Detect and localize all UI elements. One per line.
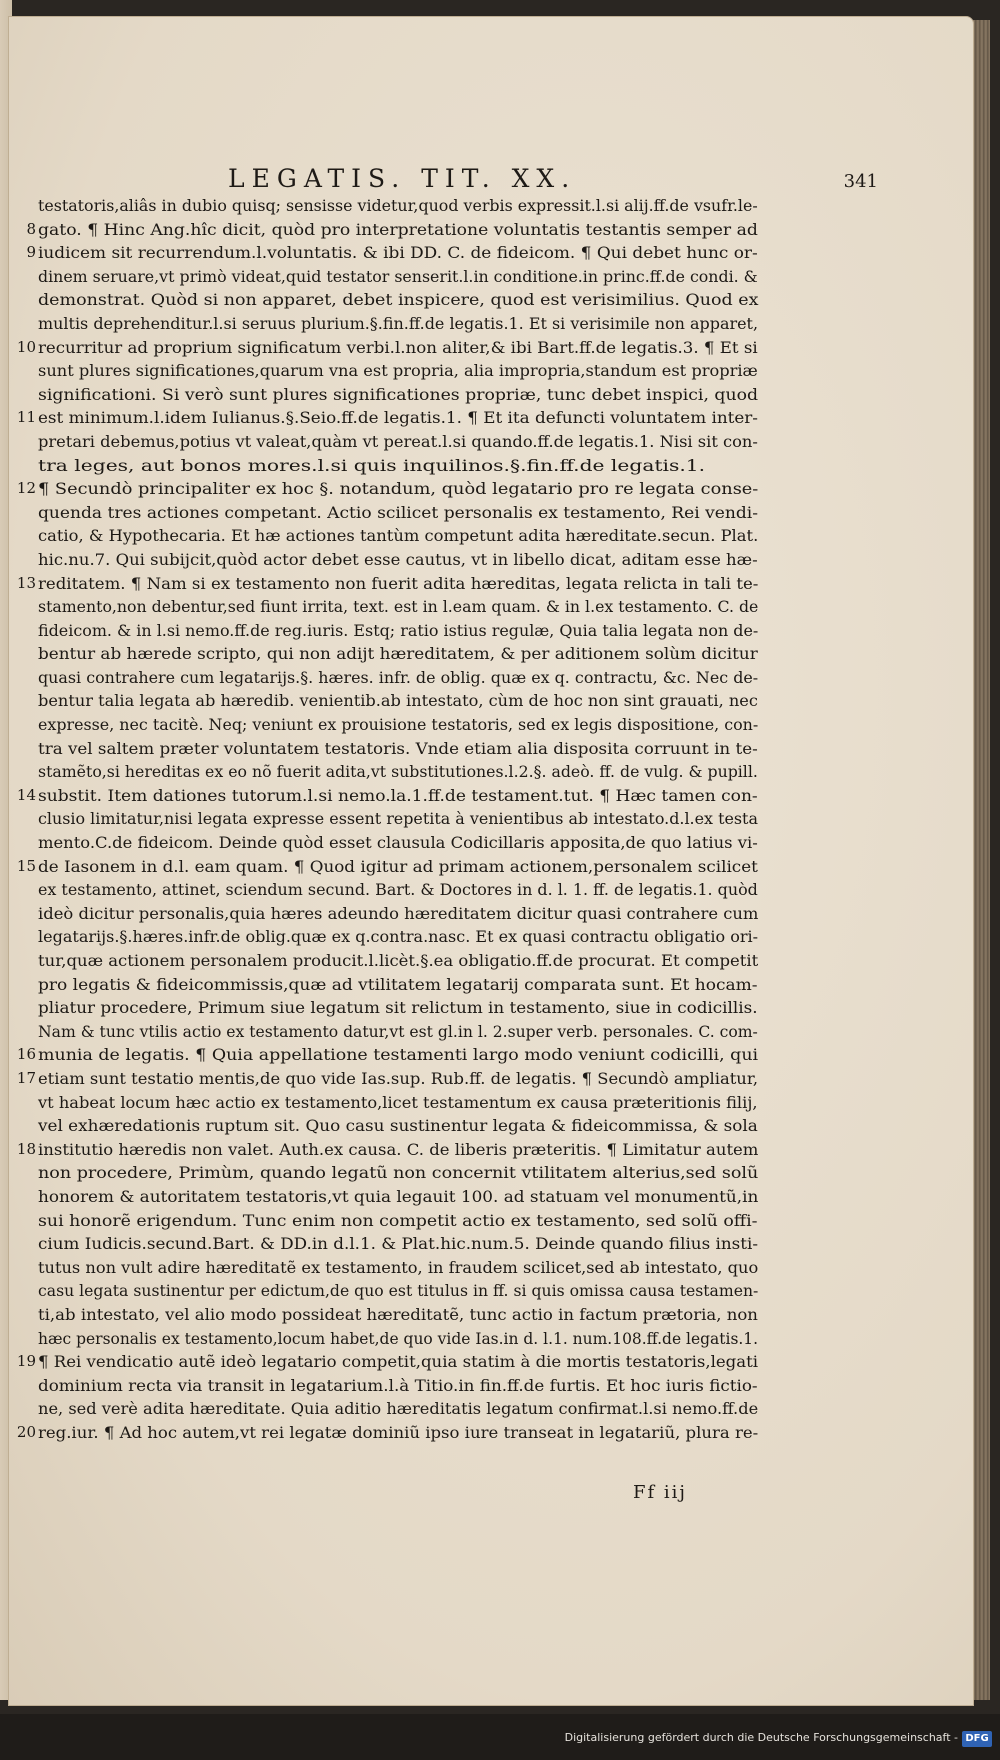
- text-line: [8, 218, 974, 242]
- text-line: [8, 1114, 974, 1138]
- line-text: ¶ Secundò principaliter ex hoc §. notandum, quòd legatario pro re legata conse-: [38, 479, 759, 499]
- line-text: reditatem. ¶ Nam si ex testamento non fuerit adita hæreditas, legata relicta in tali te-: [38, 573, 759, 593]
- text-line: [8, 713, 974, 737]
- text-line: [8, 359, 974, 383]
- line-text: tur,quæ actionem personalem producit.l.licèt.§.ea obligatio.ff.de procurat. Et competit: [38, 951, 759, 970]
- line-text: casu legata sustinentur per edictum,de quo est titulus in ff. si quis omissa causa testamen-: [38, 1281, 759, 1301]
- margin-number: 9: [26, 243, 36, 262]
- margin-number: 12: [16, 479, 36, 498]
- line-text: institutio hæredis non valet. Auth.ex causa. C. de liberis præteritis. ¶ Limitatur autem: [38, 1139, 759, 1159]
- margin-number: 18: [16, 1139, 36, 1158]
- line-text: bentur talia legata ab hæredib. venientib.ab intestato, cùm de hoc non sint grauati, nec: [38, 691, 758, 711]
- text-line: [8, 1350, 974, 1374]
- text-line: [8, 784, 974, 808]
- book-page: [8, 16, 974, 1706]
- text-line: [8, 430, 974, 454]
- text-line: [8, 288, 974, 312]
- line-text: tra leges, aut bonos mores.l.si quis inquilinos.§.fin.ff.de legatis.1.: [38, 455, 706, 475]
- funding-credit: Digitalisierung gefördert durch die Deutsche Forschungsgemeinschaft -: [564, 1731, 958, 1744]
- line-text: reg.iur. ¶ Ad hoc autem,vt rei legatæ dominiũ ipso iure transeat in legatariũ, plura re-: [38, 1422, 759, 1442]
- text-line: [8, 1067, 974, 1091]
- line-text: substit. Item dationes tutorum.l.si nemo.la.1.ff.de testament.tut. ¶ Hæc tamen con-: [38, 785, 758, 805]
- text-line: [8, 925, 974, 949]
- line-text: iudicem sit recurrendum.l.voluntatis. & ibi DD. C. de fideicom. ¶ Qui debet hunc or-: [38, 243, 758, 263]
- text-line: [8, 312, 974, 336]
- text-line: [8, 1209, 974, 1233]
- line-text: legatarijs.§.hæres.infr.de oblig.quæ ex q.contra.nasc. Et ex quasi contractu obligatio ori-: [38, 927, 759, 947]
- text-line: [8, 619, 974, 643]
- text-line: [8, 1138, 974, 1162]
- line-text: pro legatis & fideicommissis,quæ ad vtilitatem legatarij comparata sunt. Et hocam-: [38, 974, 758, 994]
- text-line: [8, 1421, 974, 1445]
- line-text: est minimum.l.idem Iulianus.§.Seio.ff.de legatis.1. ¶ Et ita defuncti voluntatem inter-: [38, 408, 758, 428]
- text-line: [8, 973, 974, 997]
- dfg-logo: DFG: [962, 1731, 992, 1747]
- margin-number: 8: [26, 219, 36, 238]
- text-line: [8, 1279, 974, 1303]
- text-line: [8, 689, 974, 713]
- margin-number: 20: [16, 1422, 36, 1441]
- line-text: Nam & tunc vtilis actio ex testamento datur,vt est gl.in l. 2.super verb. personales. C. com-: [38, 1021, 758, 1041]
- line-text: multis deprehenditur.l.si seruus plurium.§.fin.ff.de legatis.1. Et si verisimile non apparet,: [38, 313, 759, 333]
- line-text: bentur ab hærede scripto, qui non adijt hæreditatem, & per aditionem solùm dicitur: [38, 644, 758, 664]
- text-line: [8, 666, 974, 690]
- text-line: [8, 241, 974, 265]
- text-line: [8, 807, 974, 831]
- line-text: ti,ab intestato, vel alio modo possideat hæreditatẽ, tunc actio in factum prætoria, non: [38, 1304, 758, 1324]
- text-line: [8, 1256, 974, 1280]
- line-text: pretari debemus,potius vt valeat,quàm vt pereat.l.si quando.ff.de legatis.1. Nisi sit con-: [38, 431, 758, 451]
- text-line: [8, 548, 974, 572]
- line-text: tutus non vult adire hæreditatẽ ex testamento, in fraudem scilicet,sed ab intestato, quo: [38, 1257, 759, 1277]
- line-text: mento.C.de fideicom. Deinde quòd esset clausula Codicillaris apposita,de quo latius vi-: [38, 833, 758, 853]
- text-line: [8, 831, 974, 855]
- line-text: honorem & autoritatem testatoris,vt quia legauit 100. ad statuam vel monumentũ,in: [38, 1186, 759, 1206]
- running-title: LEGATIS. TIT. XX.: [228, 164, 577, 193]
- line-text: cium Iudicis.secund.Bart. & DD.in d.l.1. & Plat.hic.num.5. Deinde quando filius insti-: [38, 1234, 758, 1254]
- text-line: [8, 595, 974, 619]
- margin-number: 11: [16, 408, 36, 427]
- line-text: hic.nu.7. Qui subijcit,quòd actor debet esse cautus, vt in libello dicat, aditam esse hæ-: [38, 549, 758, 569]
- text-line: [8, 383, 974, 407]
- line-text: clusio limitatur,nisi legata expresse essent repetita à venientibus ab intestato.d.l.ex testa: [38, 809, 758, 829]
- line-text: expresse, nec tacitè. Neq; veniunt ex prouisione testatoris, sed ex legis dispositione, con-: [38, 715, 759, 735]
- text-line: [8, 1232, 974, 1256]
- margin-number: 17: [16, 1068, 36, 1087]
- line-text: gato. ¶ Hinc Ang.hîc dicit, quòd pro interpretatione voluntatis testantis semper ad: [38, 219, 758, 239]
- text-line: [8, 336, 974, 360]
- text-line: [8, 1091, 974, 1115]
- line-text: recurritur ad proprium significatum verbi.l.non aliter,& ibi Bart.ff.de legatis.3. ¶ Et si: [38, 337, 758, 357]
- text-line: [8, 949, 974, 973]
- text-line: [8, 524, 974, 548]
- text-line: [8, 406, 974, 430]
- line-text: non procedere, Primùm, quando legatũ non concernit vtilitatem alterius,sed solũ: [38, 1163, 759, 1183]
- line-text: munia de legatis. ¶ Quia appellatione testamenti largo modo veniunt codicilli, qui: [38, 1045, 759, 1065]
- line-text: fideicom. & in l.si nemo.ff.de reg.iuris. Estq; ratio istius regulæ, Quia talia legata non de-: [38, 620, 759, 640]
- text-line: [8, 878, 974, 902]
- margin-number: 16: [16, 1045, 36, 1064]
- margin-number: 13: [16, 573, 36, 592]
- line-text: demonstrat. Quòd si non apparet, debet inspicere, quod est verisimilius. Quod ex: [38, 290, 759, 310]
- text-line: [8, 642, 974, 666]
- line-text: sui honorẽ erigendum. Tunc enim non competit actio ex testamento, sed solũ offi-: [38, 1210, 758, 1230]
- line-text: tra vel saltem præter voluntatem testatoris. Vnde etiam alia disposita corruunt in te-: [38, 738, 758, 758]
- text-line: [8, 501, 974, 525]
- line-text: dinem seruare,vt primò videat,quid testator senserit.l.in conditione.in princ.ff.de condi. &: [38, 266, 758, 286]
- margin-number: 19: [16, 1352, 36, 1371]
- text-line: [8, 902, 974, 926]
- line-text: sunt plures significationes,quarum vna est propria, alia impropria,standum est propriæ: [38, 361, 758, 381]
- line-text: stamẽto,si hereditas ex eo nõ fuerit adita,vt substitutiones.l.2.§. adeò. ff. de vulg. & pupill.: [38, 762, 758, 782]
- margin-number: 14: [16, 785, 36, 804]
- line-text: catio, & Hypothecaria. Et hæ actiones tantùm competunt adita hæreditate.secun. Plat.: [38, 526, 759, 546]
- folio-number: 341: [843, 171, 878, 192]
- line-text: quasi contrahere cum legatarijs.§. hæres. infr. de oblig. quæ ex q. contractu, &c. Nec de-: [38, 667, 759, 687]
- text-line: [8, 194, 974, 218]
- text-line: [8, 1374, 974, 1398]
- line-text: pliatur procedere, Primum siue legatum sit relictum in testamento, siue in codicillis.: [38, 998, 758, 1018]
- text-line: [8, 477, 974, 501]
- text-line: [8, 1020, 974, 1044]
- signature-mark: Ff iij: [633, 1482, 687, 1503]
- text-line: [8, 1327, 974, 1351]
- text-line: [8, 855, 974, 879]
- line-text: ideò dicitur personalis,quia hæres adeundo hæreditatem dicitur quasi contrahere cum: [38, 903, 759, 923]
- line-text: ne, sed verè adita hæreditate. Quia aditio hæreditatis legatum confirmat.l.si nemo.ff.de: [38, 1399, 759, 1419]
- line-text: hæc personalis ex testamento,locum habet,de quo vide Ias.in d. l.1. num.108.ff.de legatis.1.: [38, 1328, 759, 1348]
- text-block: [8, 194, 974, 1444]
- line-text: ex testamento, attinet, sciendum secund. Bart. & Doctores in d. l. 1. ff. de legatis.1. quòd: [38, 880, 758, 900]
- margin-number: 10: [16, 337, 36, 356]
- line-text: etiam sunt testatio mentis,de quo vide Ias.sup. Rub.ff. de legatis. ¶ Secundò ampliatur,: [38, 1068, 759, 1088]
- text-line: [8, 1185, 974, 1209]
- text-line: [8, 265, 974, 289]
- text-line: [8, 1303, 974, 1327]
- footer-bar: [0, 1714, 1000, 1760]
- line-text: vel exhæredationis ruptum sit. Quo casu sustinentur legata & fideicommissa, & sola: [38, 1116, 758, 1136]
- line-text: stamento,non debentur,sed fiunt irrita, text. est in l.eam quam. & in l.ex testamento. C. de: [38, 597, 759, 617]
- line-text: quenda tres actiones competant. Actio scilicet personalis ex testamento, Rei vendi-: [38, 502, 759, 522]
- line-text: significationi. Si verò sunt plures significationes propriæ, tunc debet inspici, quod: [38, 384, 759, 404]
- margin-number: 15: [16, 856, 36, 875]
- line-text: testatoris,aliâs in dubio quisq; sensisse videtur,quod verbis expressit.l.si alij.ff.de vsufr.le-: [38, 196, 758, 215]
- text-line: [8, 1397, 974, 1421]
- text-line: [8, 572, 974, 596]
- text-line: [8, 454, 974, 478]
- text-line: [8, 737, 974, 761]
- line-text: vt habeat locum hæc actio ex testamento,licet testamentum ex causa præteritionis filij,: [38, 1092, 758, 1112]
- line-text: dominium recta via transit in legatarium.l.à Titio.in fin.ff.de furtis. Et hoc iuris fictio-: [38, 1375, 758, 1395]
- text-line: [8, 996, 974, 1020]
- line-text: ¶ Rei vendicatio autẽ ideò legatario competit,quia statim à die mortis testatoris,legati: [38, 1352, 759, 1372]
- line-text: de Iasonem in d.l. eam quam. ¶ Quod igitur ad primam actionem,personalem scilicet: [38, 856, 758, 876]
- running-head: [228, 164, 878, 193]
- text-line: [8, 760, 974, 784]
- text-line: [8, 1043, 974, 1067]
- text-line: [8, 1161, 974, 1185]
